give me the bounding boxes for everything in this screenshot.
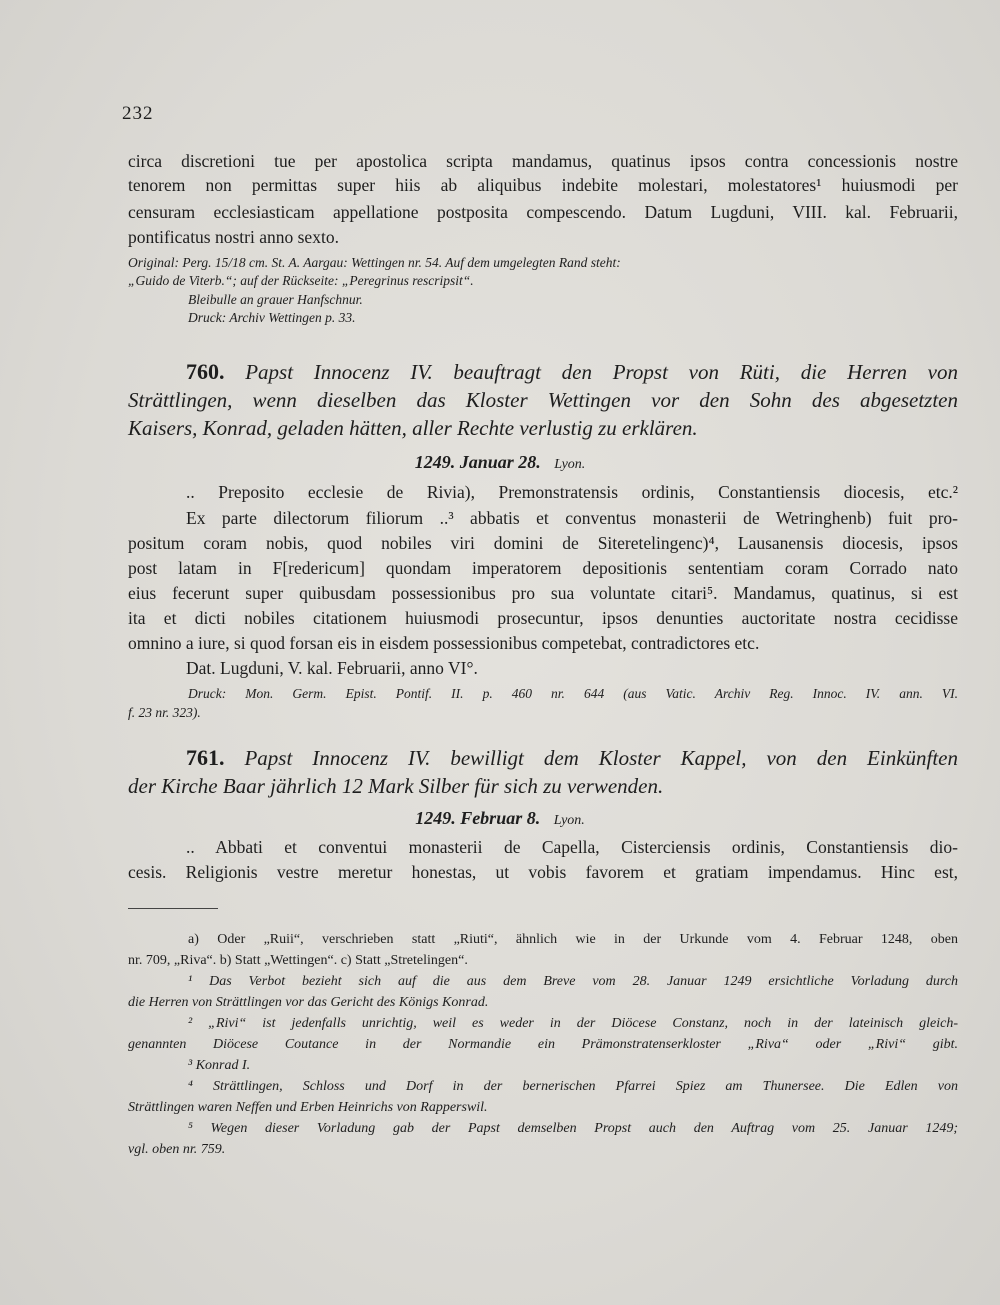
footnote-line: ⁴ Strättlingen, Schloss und Dorf in der bernerischen Pfarrei Spiez am Thunersee. Die Edlen von [188,1079,958,1094]
footnote-line: die Herren von Strättlingen vor das Gericht des Königs Konrad. [128,995,489,1010]
footnote-line: ² „Rivi“ ist jedenfalls unrichtig, weil es weder in der Diöcese Constanz, noch in der lateinisch gleich- [188,1016,958,1031]
footnote-line: nr. 709, „Riva“. b) Statt „Wettingen“. c) Statt „Stretelingen“. [128,953,468,968]
doc760-body-line: eius fecerunt super quibusdam possessionibus pro sua voluntate citari⁵. Mandamus, quatinus, si est [128,583,958,603]
doc760-body-line: ita et dicti nobiles citationem huiusmodi prosecuntur, ipsos denunties auctoritate nostra cecidisse [128,608,958,628]
body-line: pontificatus nostri anno sexto. [128,227,339,247]
doc760-body-line: positum coram nobis, quod nobiles viri domini de Siteretelingenc)⁴, Lausanensis diocesis, ipsos [128,533,958,553]
body-line: tenorem non permittas super hiis ab aliquibus indebite molestari, molestatores¹ huiusmodi per [128,175,958,195]
doc761-date: 1249. Februar 8. Lyon. [415,808,585,828]
doc760-date: 1249. Januar 28. Lyon. [414,452,586,472]
doc760-body-line: omnino a iure, si quod forsan eis in eisdem possessionibus competebat, contradictores etc. [128,633,760,653]
doc760-body-line: .. Preposito ecclesie de Rivia), Premonstratensis ordinis, Constantiensis diocesis, etc.² [186,482,958,502]
footnote-line: vgl. oben nr. 759. [128,1142,226,1157]
doc760-body-line: post latam in F[redericum] quondam imperatorem depositionis sententiam coram Corrado nato [128,558,958,578]
doc760-heading-line3: Kaisers, Konrad, geladen hätten, aller Rechte verlustig zu erklären. [128,416,698,440]
footnote-line: a) Oder „Ruii“, verschrieben statt „Riuti“, ähnlich wie in der Urkunde vom 4. Februar 1248, oben [188,932,958,947]
source-note: Original: Perg. 15/18 cm. St. A. Aargau: Wettingen nr. 54. Auf dem umgelegten Rand steht: [128,255,621,270]
doc761-body-line: cesis. Religionis vestre meretur honestas, ut vobis favorem et gratiam impendamus. Hinc est, [128,862,958,882]
doc760-print-note: Druck: Mon. Germ. Epist. Pontif. II. p. 460 nr. 644 (aus Vatic. Archiv Reg. Innoc. IV. ann. VI. [188,686,958,701]
doc760-dating-line: Dat. Lugduni, V. kal. Februarii, anno VI°. [186,658,478,678]
source-note: „Guido de Viterb.“; auf der Rückseite: „Peregrinus rescripsit“. [128,273,474,288]
doc760-body-line: Ex parte dilectorum filiorum ..³ abbatis et conventus monasterii de Wetringhenb) fuit pro- [186,508,958,528]
doc760-print-note: f. 23 nr. 323). [128,705,201,720]
doc761-heading-line1: 761. Papst Innocenz IV. bewilligt dem Kloster Kappel, von den Einkünften [186,745,959,770]
source-note: Druck: Archiv Wettingen p. 33. [188,310,356,325]
footnote-line: ⁵ Wegen dieser Vorladung gab der Papst demselben Propst auch den Auftrag vom 25. Januar 1249; [188,1121,958,1136]
footnote-divider [128,908,218,909]
footnote-line: ³ Konrad I. [188,1058,251,1073]
body-line: censuram ecclesiasticam appellatione postposita compescendo. Datum Lugduni, VIII. kal. Februarii, [128,202,958,222]
footnote-line: ¹ Das Verbot bezieht sich auf die aus dem Breve vom 28. Januar 1249 ersichtliche Vorladung durch [188,974,958,989]
footnote-line: genannten Diöcese Coutance in der Normandie ein Prämonstratenserkloster „Riva“ oder „Rivi“ gibt. [128,1037,958,1052]
body-line: circa discretioni tue per apostolica scripta mandamus, quatinus ipsos contra concessionis nostre [128,151,958,171]
source-note: Bleibulle an grauer Hanfschnur. [188,292,363,307]
doc761-body-line: .. Abbati et conventui monasterii de Capella, Cisterciensis ordinis, Constantiensis dio- [186,837,958,857]
footnote-line: Strättlingen waren Neffen und Erben Heinrichs von Rapperswil. [128,1100,488,1115]
page-number: 232 [122,103,154,124]
doc761-heading-line2: der Kirche Baar jährlich 12 Mark Silber für sich zu verwenden. [128,774,664,798]
doc760-heading-line1: 760. Papst Innocenz IV. beauftragt den Propst von Rüti, die Herren von [186,359,959,384]
doc761-number: 761. [186,745,225,770]
doc760-heading-line2: Strättlingen, wenn dieselben das Kloster Wettingen vor den Sohn des abgesetzten [128,388,958,412]
doc760-number: 760. [186,359,225,384]
